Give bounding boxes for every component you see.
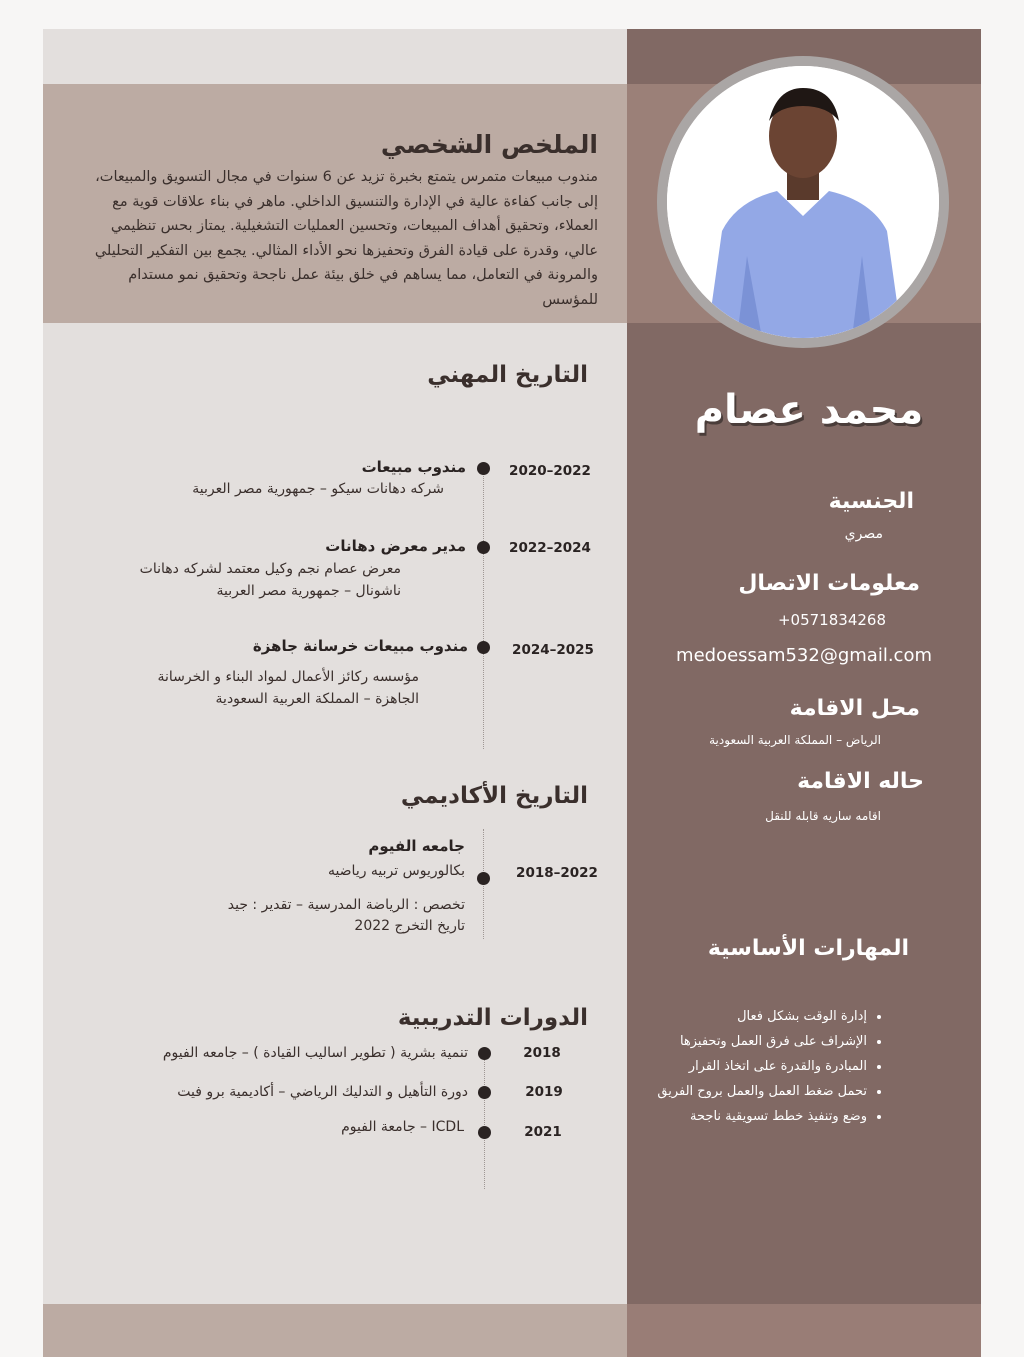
skill-item: • المبادرة والقدرة على اتخاذ القرار (657, 1054, 867, 1079)
career-dot (477, 541, 490, 554)
career-dot (477, 462, 490, 475)
academic-section-title: التاريخ الأكاديمي (400, 783, 588, 809)
summary-title: الملخص الشخصي (380, 130, 598, 159)
skills-title: المهارات الأساسية (707, 936, 909, 961)
person-name: محمد عصام (694, 387, 924, 433)
person-silhouette-icon (667, 66, 939, 338)
bottom-band (43, 1304, 627, 1357)
career-job-detail: شركه دهانات سيكو – جمهورية مصر العربية (192, 481, 444, 497)
phone-value[interactable]: +0571834268 (777, 611, 886, 629)
career-date: 2024–2025 (512, 642, 594, 658)
residence-status-value: اقامه ساريه قابله للنقل (765, 809, 881, 823)
career-timeline-line (483, 469, 484, 749)
residence-value: الرياض – المملكة العربية السعودية (709, 733, 881, 747)
summary-text: مندوب مبيعات متمرس يتمتع بخبرة تزيد عن 6 سنوات في مجال التسويق والمبيعات، إلى جانب كفاءة عالية في الإدارة والتنسيق الداخلي. ماهر في بناء علاقات قوية مع العملاء، وتحقيق أهداف المبيعات، وتحسين العمليات التشغيلية. يمتاز بحس تنظيمي عالي، وقدرة على قيادة الفرق وتحفيزها نحو الأداء المثالي. يجمع بين التفكير التحليلي والمرونة في التعامل، مما يساهم في خلق بيئة عمل ناجحة وتحقيق نمو مستدام للمؤسس (94, 169, 598, 308)
course-year: 2018 (523, 1045, 561, 1061)
course-dot (478, 1047, 491, 1060)
course-text: ICDL – جامعة الفيوم (341, 1119, 464, 1135)
residence-status-label: حاله الاقامة (797, 769, 924, 794)
academic-graduation: تاريخ التخرج 2022 (354, 918, 465, 934)
academic-specialization: تخصص : الرياضة المدرسية – تقدير : جيد (227, 897, 465, 913)
course-text: دورة التأهيل و التدليك الرياضي – أكاديمية برو فيت (177, 1084, 468, 1100)
academic-university: جامعه الفيوم (368, 837, 465, 855)
courses-timeline-line (484, 1049, 485, 1189)
skill-item: • الإشراف على فرق العمل وتحفيزها (657, 1029, 867, 1054)
sidebar-bottom-band (627, 1304, 981, 1357)
course-year: 2019 (525, 1084, 563, 1100)
skill-item: • تحمل ضغط العمل والعمل بروح الفريق (657, 1079, 867, 1104)
nationality-label: الجنسية (828, 489, 914, 514)
career-job-title: مندوب مبيعات خرسانة جاهزة (252, 637, 468, 655)
skill-item: • إدارة الوقت بشكل فعال (657, 1004, 867, 1029)
career-job-title: مندوب مبيعات (361, 458, 466, 476)
skill-item: • وضع وتنفيذ خطط تسويقية ناجحة (657, 1104, 867, 1129)
profile-photo (667, 66, 939, 338)
skills-list (657, 1004, 885, 1129)
academic-dot (477, 872, 490, 885)
career-date: 2022–2024 (509, 540, 591, 556)
email-value[interactable]: medoessam532@gmail.com (676, 645, 932, 666)
career-date: 2020–2022 (509, 463, 591, 479)
career-dot (477, 641, 490, 654)
career-section-title: التاريخ المهني (427, 362, 588, 388)
course-year: 2021 (524, 1124, 562, 1140)
academic-degree: بكالوريوس تربيه رياضيه (327, 863, 465, 879)
contact-label: معلومات الاتصال (738, 571, 920, 596)
academic-date: 2018–2022 (516, 865, 598, 881)
courses-section-title: الدورات التدريبية (397, 1005, 588, 1031)
career-job-detail: مؤسسه ركائز الأعمال لمواد البناء و الخرسانة الجاهزة – المملكة العربية السعودية (157, 669, 419, 707)
course-dot (478, 1126, 491, 1139)
course-dot (478, 1086, 491, 1099)
career-job-title: مدير معرض دهانات (325, 537, 466, 555)
residence-label: محل الاقامة (789, 696, 920, 721)
nationality-value: مصري (844, 526, 883, 542)
course-text: تنمية بشرية ( تطوير اساليب القيادة ) – جامعه الفيوم (162, 1045, 468, 1061)
resume-page (43, 29, 981, 1357)
career-job-detail: معرض عصام نجم وكيل معتمد لشركه دهانات ناشونال – جمهورية مصر العربية (139, 561, 401, 599)
